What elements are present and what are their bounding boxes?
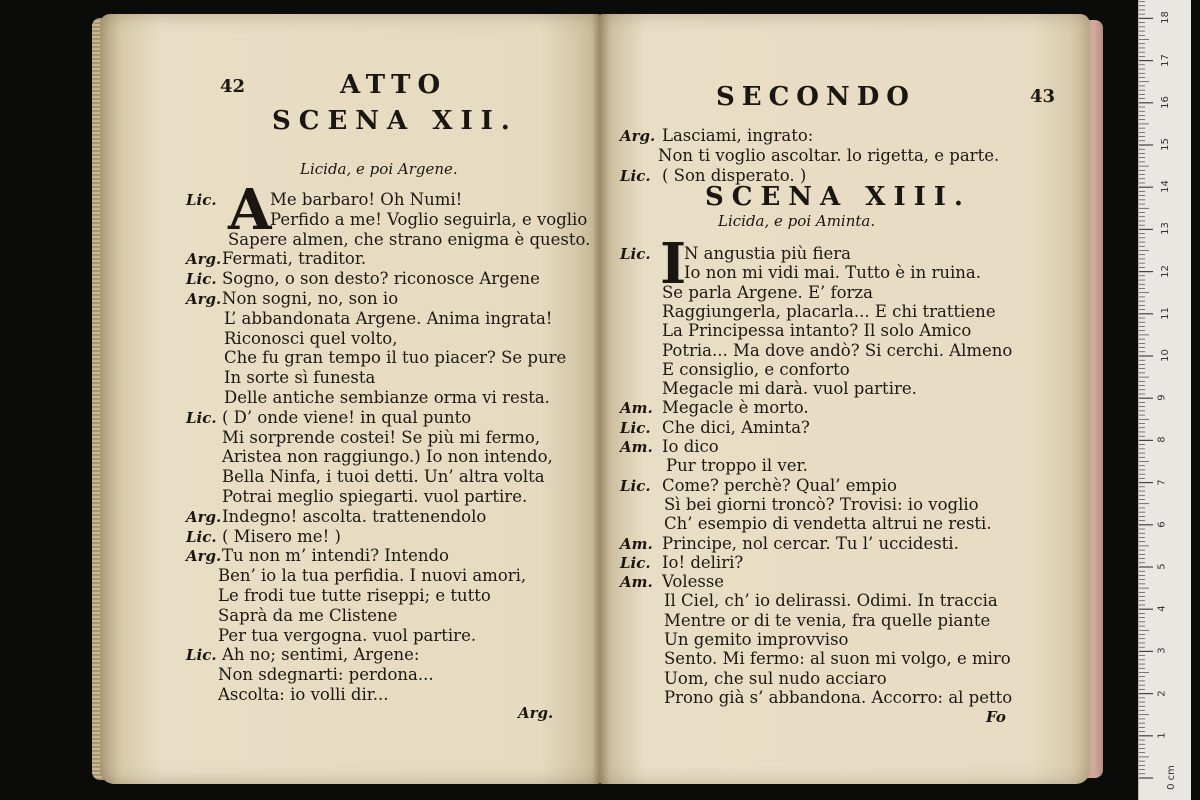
speaker-label: Arg. [186, 250, 222, 269]
text-line: Come? perchè? Qual’ empio [662, 475, 897, 495]
text-line: In sorte sì funesta [224, 368, 376, 388]
text-line: Sogno, o son desto? riconosce Argene [222, 269, 540, 289]
left-subheading: Licida, e poi Argene. [300, 160, 458, 178]
text-line: Megacle mi darà. vuol partire. [662, 379, 917, 399]
left-drop-cap: A [228, 177, 272, 243]
text-line: Perfido a me! Voglio seguirla, e voglio [270, 209, 588, 229]
text-line: Riconosci quel volto, [224, 328, 398, 348]
speaker-label: Lic. [620, 245, 651, 263]
text-line: L’ abbandonata Argene. Anima ingrata! [224, 308, 553, 328]
text-line: Mi sorprende costei! Se più mi fermo, [222, 427, 541, 447]
text-line: Le frodi tue tutte riseppi; e tutto [218, 586, 491, 605]
speaker-label: Am. [620, 573, 653, 592]
ruler-label: 2 [1156, 689, 1168, 697]
ruler-label: 8 [1156, 436, 1168, 444]
text-line: Sento. Mi fermo: al suon mi volgo, e miro [664, 649, 1011, 669]
text-line: Che fu gran tempo il tuo piacer? Se pure [224, 348, 567, 368]
text-line: Raggiungerla, placarla... E chi trattiene [662, 301, 996, 321]
text-line: Non ti voglio ascoltar. lo rigetta, e parte. [658, 146, 1000, 165]
text-line: Per tua vergogna. vuol partire. [218, 625, 477, 645]
right-page-number: 43 [1030, 86, 1056, 107]
text-line: Potrai meglio spiegarti. vuol partire. [222, 487, 528, 506]
text-line: Principe, nol cercar. Tu l’ uccidesti. [662, 533, 959, 553]
speaker-label: Lic. [186, 270, 217, 289]
text-line: Megacle è morto. [662, 398, 809, 418]
text-line: Sapere almen, che strano enigma è questo. [228, 229, 591, 249]
ruler-label: 9 [1156, 394, 1168, 401]
right-catchword: Fo [986, 708, 1006, 726]
text-line: Pur troppo il ver. [666, 456, 808, 476]
text-line: Prono già s’ abbandona. Accorro: al petto [664, 687, 1013, 707]
speaker-label: Am. [620, 399, 653, 418]
ruler-label: 5 [1156, 563, 1168, 570]
text-line: Io dico [662, 437, 719, 456]
ruler-label: 18 [1159, 11, 1171, 25]
ruler-label: 12 [1159, 264, 1171, 278]
text-line: Bella Ninfa, i tuoi detti. Un’ altra volta [222, 467, 545, 487]
left-running-header: ATTO [340, 70, 448, 100]
text-line: ( Misero me! ) [222, 526, 341, 546]
text-line: Saprà da me Clistene [218, 605, 398, 625]
text-line: Delle antiche sembianze orma vi resta. [224, 388, 550, 407]
text-line: E consiglio, e conforto [662, 359, 850, 379]
text-line: Lasciami, ingrato: [662, 126, 814, 145]
speaker-label: Lic. [620, 418, 651, 437]
text-line: Che dici, Aminta? [662, 417, 810, 437]
text-line: Me barbaro! Oh Numi! [270, 190, 463, 209]
text-line: ( Son disperato. ) [662, 166, 807, 185]
open-book [100, 14, 1100, 784]
text-line: Io non mi vidi mai. Tutto è in ruina. [684, 263, 981, 283]
text-line: Ah no; sentimi, Argene: [222, 645, 420, 665]
ruler-label: 14 [1159, 180, 1171, 194]
speaker-label: Am. [620, 438, 653, 456]
ruler-label: 0 cm [1165, 765, 1177, 790]
left-page [100, 14, 600, 784]
speaker-label: Lic. [620, 553, 651, 572]
text-line: Tu non m’ intendi? Intendo [222, 546, 449, 566]
measurement-ruler [1138, 0, 1191, 800]
text-line: Non sdegnarti: perdona... [218, 665, 434, 685]
left-scene-title: SCENA XII. [272, 106, 518, 136]
ruler-label: 3 [1156, 647, 1168, 655]
text-line: N angustia più fiera [684, 244, 851, 263]
text-line: Potria... Ma dove andò? Si cerchi. Almeno [662, 340, 1013, 360]
text-line: Uom, che sul nudo acciaro [664, 668, 887, 688]
ruler-label: 7 [1156, 478, 1168, 486]
text-line: Fermati, traditor. [222, 249, 367, 269]
ruler-label: 16 [1159, 95, 1171, 109]
speaker-label: Am. [620, 534, 653, 553]
right-running-header: SECONDO [716, 82, 916, 112]
ruler-label: 13 [1159, 222, 1171, 236]
speaker-label: Lic. [620, 476, 651, 495]
speaker-label: Lic. [620, 167, 651, 185]
speaker-label: Arg. [186, 290, 222, 308]
left-catchword: Arg. [518, 704, 554, 722]
ruler-label: 17 [1159, 53, 1171, 67]
text-line: Il Ciel, ch’ io delirassi. Odimi. In traccia [664, 591, 998, 611]
speaker-label: Arg. [620, 127, 656, 145]
speaker-label: Lic. [186, 191, 217, 209]
text-line: Ch’ esempio di vendetta altrui ne resti. [664, 514, 992, 534]
text-line: Non sogni, no, son io [222, 289, 399, 308]
ruler-label: 1 [1156, 732, 1168, 739]
right-page [600, 14, 1090, 784]
right-scene-title: SCENA XIII. [705, 182, 971, 212]
speaker-label: Arg. [186, 547, 222, 566]
text-line: Un gemito improvviso [664, 630, 849, 649]
ruler-label: 15 [1159, 138, 1171, 151]
text-line: Volesse [662, 572, 725, 592]
text-line: Aristea non raggiungo.) Io non intendo, [222, 447, 553, 467]
text-line: Sì bei giorni troncò? Trovisi: io voglio [664, 494, 979, 514]
speaker-label: Arg. [186, 507, 222, 526]
text-line: Ascolta: io volli dir... [218, 685, 389, 704]
ruler-label: 6 [1156, 521, 1168, 528]
text-line: La Principessa intanto? Il solo Amico [662, 321, 972, 341]
text-line: Io! deliri? [662, 552, 744, 572]
right-drop-cap: I [660, 231, 687, 297]
ruler-label: 11 [1159, 306, 1171, 320]
speaker-label: Lic. [186, 408, 217, 427]
text-line: ( D’ onde viene! in qual punto [222, 407, 472, 427]
speaker-label: Lic. [186, 527, 217, 546]
text-line: Ben’ io la tua perfidia. I nuovi amori, [218, 566, 527, 586]
ruler-label: 10 [1159, 349, 1171, 362]
text-line: Se parla Argene. E’ forza [662, 282, 873, 302]
text-line: Mentre or di te venia, fra quelle piante [664, 610, 991, 630]
right-subheading: Licida, e poi Aminta. [718, 212, 876, 230]
text-line: Indegno! ascolta. trattenendolo [222, 506, 487, 526]
left-page-number: 42 [220, 76, 246, 97]
ruler-label: 4 [1156, 605, 1168, 612]
speaker-label: Lic. [186, 646, 217, 665]
